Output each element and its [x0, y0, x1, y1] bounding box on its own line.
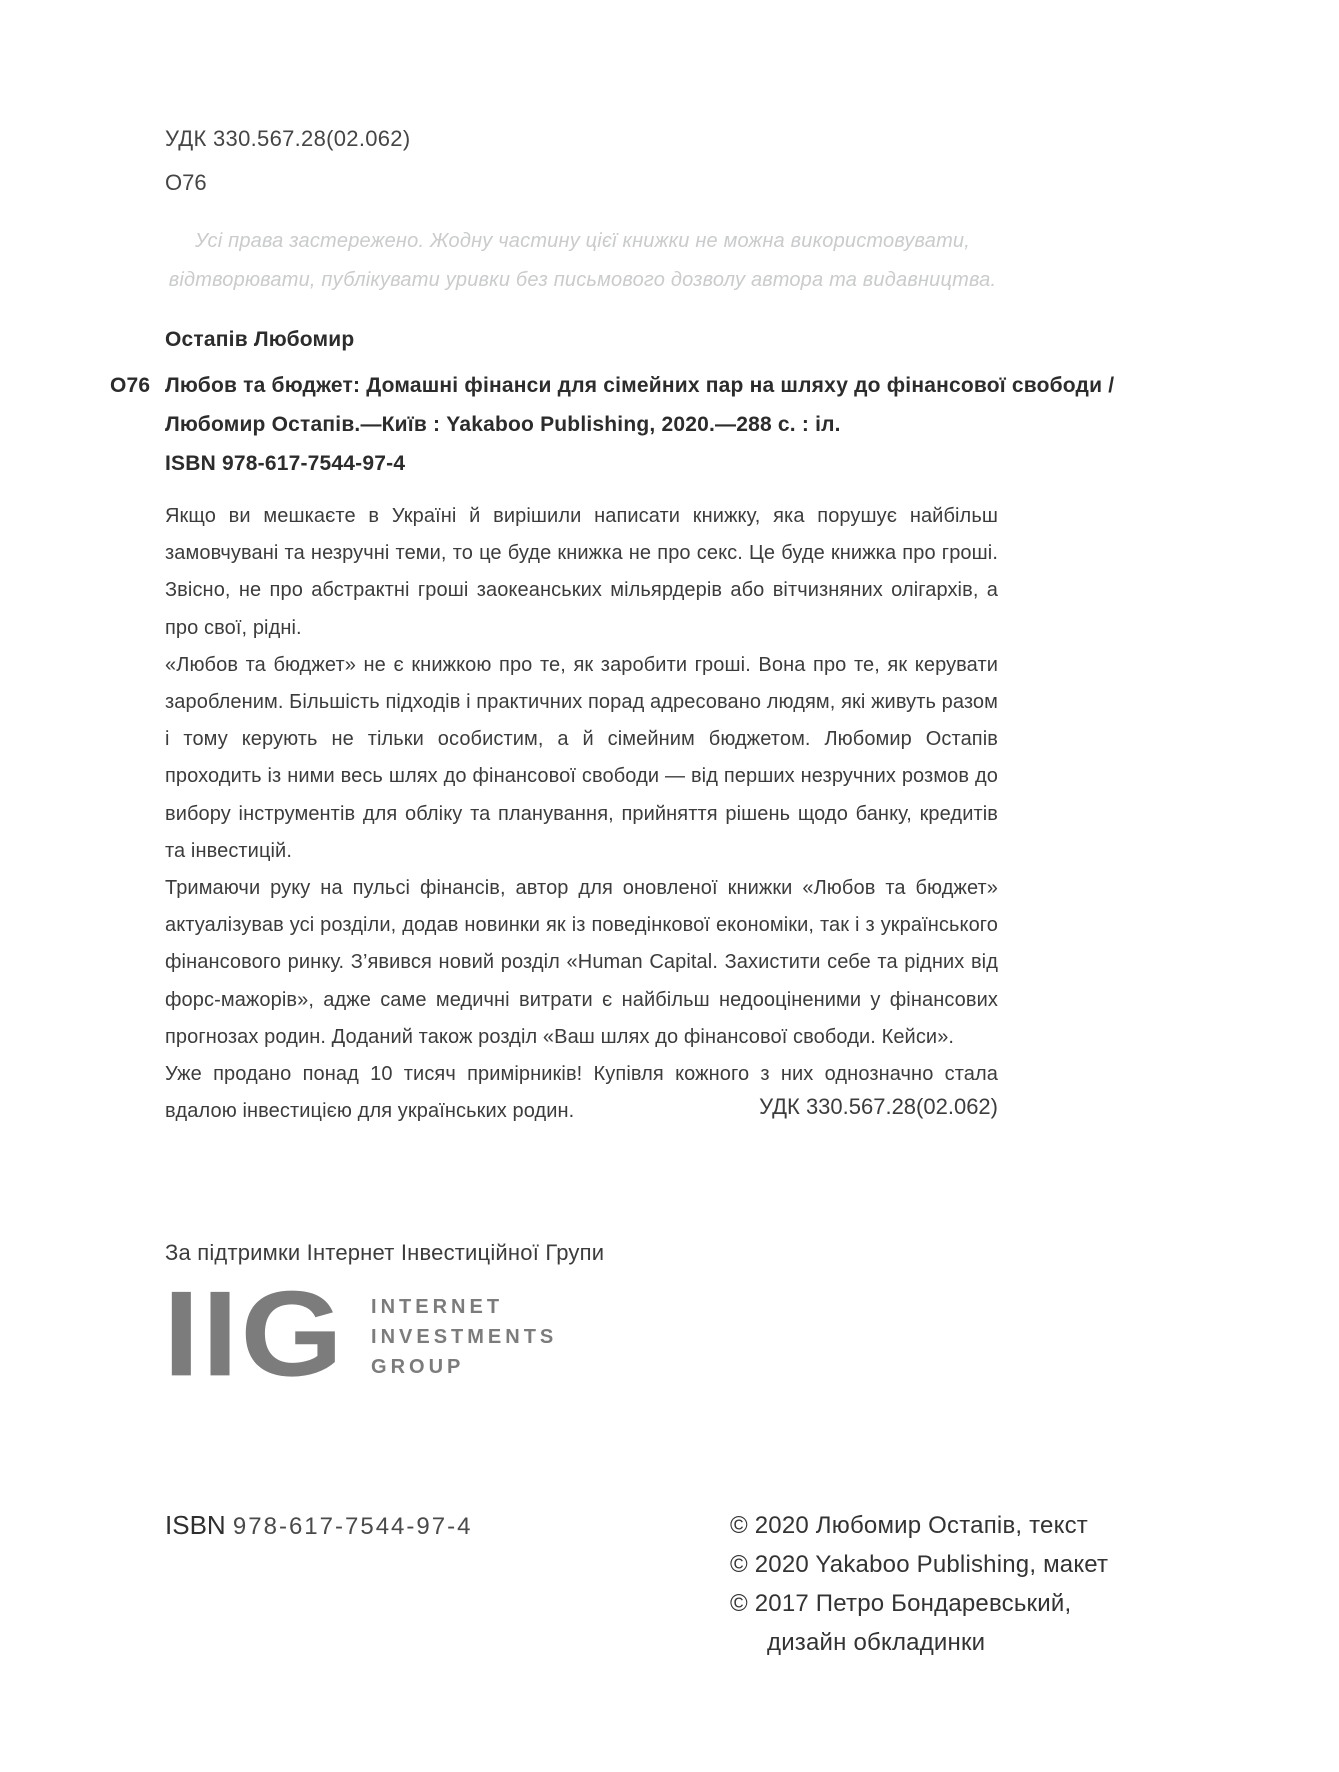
- rights-notice-line-1: Усі права застережено. Жодну частину цієї книжки не можна використовувати,: [194, 230, 971, 252]
- support-credit-line: За підтримки Інтернет Інвестиційної Групи: [165, 1240, 605, 1265]
- rights-notice-line-2: відтворювати, публікувати уривки без письмового дозволу автора та видавництва.: [168, 269, 997, 291]
- catalog-code: О76: [110, 374, 151, 397]
- catalog-title-line: Любов та бюджет: Домашні фінанси для сімейних пар на шляху до фінансової свободи /: [165, 374, 1115, 397]
- iig-logo: [163, 1265, 558, 1402]
- author-sign-code-top: О76: [165, 170, 207, 195]
- udc-code-top: УДК 330.567.28(02.062): [165, 126, 411, 151]
- copyright-line-cover-author: © 2017 Петро Бондаревський,: [730, 1590, 1072, 1617]
- copyright-line-layout: © 2020 Yakaboo Publishing, макет: [730, 1551, 1109, 1578]
- footer-copyright-block: [730, 1506, 1108, 1662]
- iig-logo-line-2: INVESTMENTS: [371, 1326, 558, 1348]
- annotation-paragraph-2: «Любов та бюджет» не є книжкою про те, як заробити гроші. Вона про те, як керувати заробленим. Більшість підходів і практичних порад адресовано людям, які живуть разом і тому керують не тільки особистим, а й сімейним бюджетом. Любомир Остапів проходить із ними весь шлях до фінансової свободи — від перших незручних розмов до вибору інструментів для обліку та планування, прийняття рішень щодо банку, кредитів та інвестицій.: [165, 653, 998, 862]
- iig-logo-wordmark: [371, 1288, 557, 1382]
- footer-isbn: [165, 1510, 472, 1541]
- catalog-author-name: Остапів Любомир: [165, 328, 355, 351]
- annotation-paragraph-1: Якщо ви мешкаєте в Україні й вирішили написати книжку, яка порушує найбільш замовчувані та незручні теми, то це буде книжка не про секс. Це буде книжка про гроші. Звісно, не про абстрактні гроші заокеанських мільярдерів або вітчизняних олігархів, а про свої, рідні.: [165, 505, 998, 639]
- udc-code-bottom: УДК 330.567.28(02.062): [759, 1094, 998, 1119]
- catalog-imprint-line: Любомир Остапів.—Київ : Yakaboo Publishing, 2020.—288 с. : іл.: [165, 413, 841, 436]
- footer-isbn-number: 978-617-7544-97-4: [232, 1513, 473, 1540]
- iig-logo-line-1: INTERNET: [371, 1296, 504, 1318]
- footer-isbn-label: ISBN: [165, 1510, 226, 1540]
- copyright-line-text: © 2020 Любомир Остапів, текст: [730, 1512, 1088, 1539]
- rights-notice: [165, 222, 1000, 300]
- annotation-paragraph-3: Тримаючи руку на пульсі фінансів, автор для оновленої книжки «Любов та бюджет» актуалізував усі розділи, додав новинки як із поведінкової економіки, так і з українського фінансового ринку. З’явився новий розділ «Human Capital. Захистити себе та рідних від форс-мажорів», адже саме медичні витрати є найбільш недооціненими у фінансових прогнозах родин. Доданий також розділ «Ваш шлях до фінансової свободи. Кейси».: [165, 877, 998, 1048]
- iig-logo-line-3: GROUP: [371, 1356, 465, 1378]
- iig-monogram: IIG: [163, 1265, 346, 1402]
- annotation-paragraph-4: Уже продано понад 10 тисяч примірників! Купівля кожного з них однозначно стала вдалою інвестицією для українських родин.: [165, 1063, 998, 1123]
- catalog-entry: [110, 366, 1115, 483]
- catalog-isbn-line: ISBN 978-617-7544-97-4: [165, 452, 406, 475]
- copyright-line-cover-design: дизайн обкладинки: [767, 1629, 986, 1656]
- annotation-text: [165, 498, 998, 1130]
